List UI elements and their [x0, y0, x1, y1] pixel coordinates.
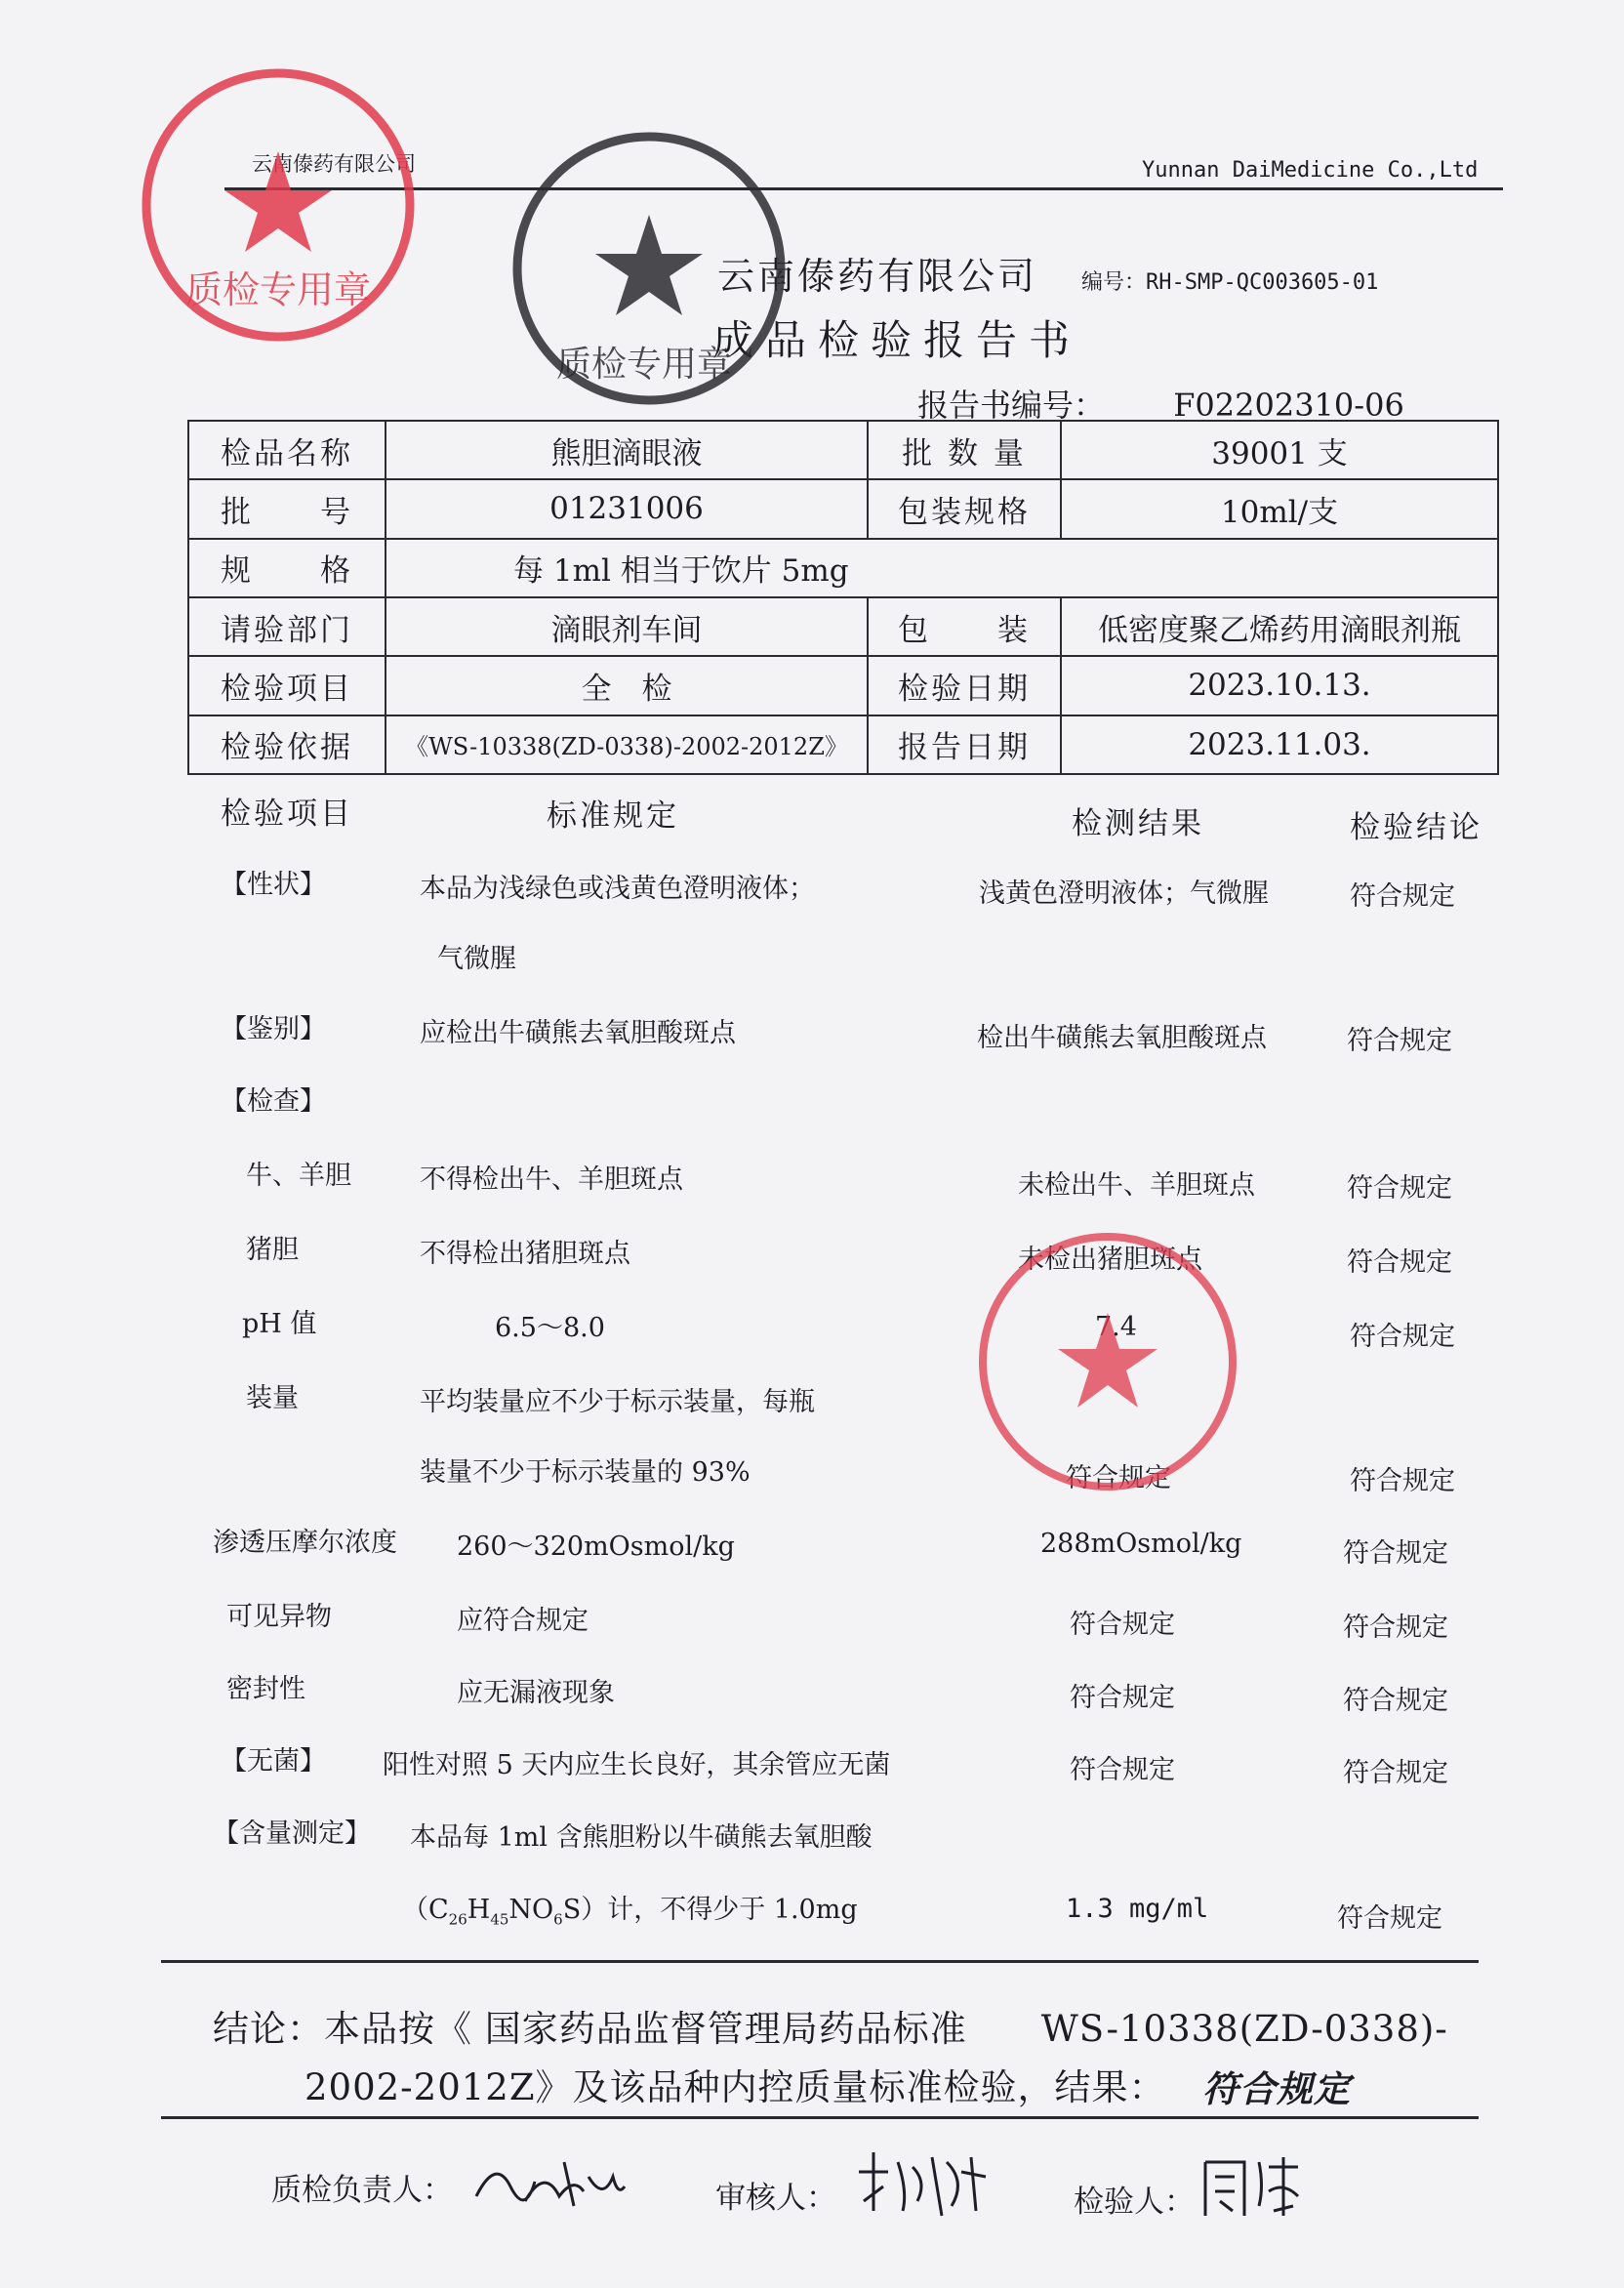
inspector-label: 检验人：: [1074, 2185, 1195, 2220]
conclusion-visible-particles: 符合规定: [1343, 1613, 1448, 1643]
standard-visible-particles: 应符合规定: [457, 1606, 589, 1636]
department: 滴眼剂车间: [386, 597, 868, 656]
item-inspection: 【检查】: [221, 1086, 326, 1117]
result-osmolality: 288mOsmol/kg: [1040, 1529, 1242, 1559]
company-name: 云南傣药有限公司: [717, 255, 1038, 298]
label-test-basis: 检验依据: [188, 715, 386, 774]
label-department: 请验部门: [188, 597, 386, 656]
standard-identification: 应检出牛磺熊去氧胆酸斑点: [420, 1018, 736, 1048]
conclusion-rule-bottom: [161, 2116, 1479, 2119]
label-packaging: 包 装: [868, 597, 1061, 656]
label-batch-quantity: 批 数 量: [868, 421, 1061, 479]
conclusion-pig-bile: 符合规定: [1347, 1247, 1452, 1278]
stamp-label: 质检专用章: [555, 345, 733, 385]
document-title: 成品检验报告书: [712, 316, 1082, 364]
result-fill-volume: 符合规定: [1066, 1463, 1171, 1493]
item-visible-particles: 可见异物: [226, 1602, 332, 1632]
label-report-date: 报告日期: [868, 715, 1061, 774]
reviewer-signature: [849, 2143, 995, 2230]
specification: 每 1ml 相当于饮片 5mg: [386, 539, 1498, 597]
qc-head-signature: [467, 2147, 632, 2226]
standard-appearance: 本品为浅绿色或浅黄色澄明液体；: [420, 874, 815, 904]
test-items: 全 检: [386, 656, 868, 715]
table-row: [188, 421, 1498, 479]
result-appearance: 浅黄色澄明液体；气微腥: [979, 878, 1269, 909]
batch-quantity: 39001 支: [1061, 421, 1498, 479]
item-pig-bile: 猪胆: [246, 1235, 299, 1265]
item-assay: 【含量测定】: [213, 1818, 371, 1849]
conclusion-ph: 符合规定: [1350, 1322, 1455, 1352]
inspector-signature: [1196, 2147, 1313, 2226]
result-cattle-sheep-bile: 未检出牛、羊胆斑点: [1018, 1170, 1255, 1201]
standard-seal: 应无漏液现象: [457, 1678, 615, 1708]
product-name: 熊胆滴眼液: [386, 421, 868, 479]
conclusion-osmolality: 符合规定: [1343, 1538, 1448, 1569]
label-package-spec: 包装规格: [868, 479, 1061, 538]
batch-no: 01231006: [386, 479, 868, 538]
red-stamp-top-left: [132, 59, 425, 351]
report-date: 2023.11.03.: [1061, 715, 1498, 774]
label-specification: 规 格: [188, 539, 386, 597]
conclusion-sterility: 符合规定: [1343, 1758, 1448, 1788]
formula-h: H: [467, 1895, 491, 1925]
document-number: 编号：RH-SMP-QC003605-01: [1081, 270, 1379, 295]
formula-no: NO: [508, 1895, 554, 1925]
results-header-conclusion: 检验结论: [1350, 810, 1482, 845]
item-cattle-sheep-bile: 牛、羊胆: [246, 1161, 351, 1191]
standard-sterility: 阳性对照 5 天内应生长良好，其余管应无菌: [383, 1750, 891, 1780]
test-basis: 《WS-10338(ZD-0338)-2002-2012Z》: [386, 715, 868, 774]
conclusion-appearance: 符合规定: [1350, 881, 1455, 912]
reviewer-label: 审核人：: [715, 2181, 836, 2216]
standard-ph: 6.5～8.0: [495, 1313, 605, 1343]
label-product-name: 检品名称: [188, 421, 386, 479]
test-date: 2023.10.13.: [1061, 656, 1498, 715]
result-seal: 符合规定: [1070, 1683, 1175, 1713]
item-seal: 密封性: [226, 1674, 305, 1704]
conclusion-line-1: 结论：本品按《 国家药品监督管理局药品标准 WS-10338(ZD-0338)-: [213, 2008, 1448, 2050]
black-stamp-top: [498, 117, 800, 420]
info-table: [187, 420, 1499, 775]
label-test-items: 检验项目: [188, 656, 386, 715]
label-batch-no: 批 号: [188, 479, 386, 538]
conclusion-result: 符合规定: [1202, 2067, 1351, 2110]
result-assay: 1.3 mg/ml: [1066, 1894, 1209, 1924]
conclusion-fill-volume: 符合规定: [1350, 1466, 1455, 1496]
results-header-standard: 标准规定: [547, 798, 679, 834]
package-spec: 10ml/支: [1061, 479, 1498, 538]
standard-assay-formula: [402, 1888, 858, 1928]
standard-assay: 本品每 1ml 含熊胆粉以牛磺熊去氧胆酸: [410, 1822, 873, 1853]
item-osmolality: 渗透压摩尔浓度: [213, 1528, 397, 1558]
conclusion-rule-top: [161, 1960, 1479, 1963]
item-appearance: 【性状】: [221, 870, 326, 900]
formula-c-count: 26: [448, 1910, 467, 1929]
standard-fill-volume-2: 装量不少于标示装量的 93%: [420, 1457, 751, 1488]
table-row: [188, 479, 1498, 538]
result-pig-bile: 未检出猪胆斑点: [1018, 1245, 1202, 1275]
table-row: [188, 597, 1498, 656]
result-identification: 检出牛磺熊去氧胆酸斑点: [977, 1023, 1267, 1053]
table-row: [188, 715, 1498, 774]
standard-osmolality: 260～320mOsmol/kg: [457, 1532, 735, 1562]
label-test-date: 检验日期: [868, 656, 1061, 715]
conclusion-seal: 符合规定: [1343, 1686, 1448, 1716]
result-visible-particles: 符合规定: [1070, 1610, 1175, 1640]
result-ph: 7.4: [1095, 1312, 1137, 1342]
item-sterility: 【无菌】: [221, 1746, 326, 1777]
header-company-cn: 云南傣药有限公司: [252, 152, 416, 176]
packaging: 低密度聚乙烯药用滴眼剂瓶: [1061, 597, 1498, 656]
report-number-label: 报告书编号：: [917, 387, 1106, 424]
conclusion-identification: 符合规定: [1347, 1026, 1452, 1056]
formula-h-count: 45: [490, 1910, 509, 1929]
qc-head-label: 质检负责人：: [271, 2173, 453, 2208]
report-number-value: F02202310-06: [1173, 387, 1404, 424]
conclusion-line-2: 2002-2012Z》及该品种内控质量标准检验，结果：: [304, 2066, 1166, 2108]
standard-fill-volume: 平均装量应不少于标示装量，每瓶: [420, 1387, 815, 1417]
results-header-item: 检验项目: [221, 797, 353, 832]
formula-rest: S）计，不得少于 1.0mg: [562, 1895, 858, 1925]
stamp-label: 质检专用章: [184, 268, 372, 311]
results-header-result: 检测结果: [1072, 806, 1204, 841]
conclusion-cattle-sheep-bile: 符合规定: [1347, 1173, 1452, 1204]
formula-o-count: 6: [553, 1910, 563, 1929]
table-row: [188, 539, 1498, 597]
formula-open: （C: [402, 1895, 449, 1925]
red-stamp-middle: [966, 1220, 1249, 1503]
item-identification: 【鉴别】: [221, 1014, 326, 1044]
standard-pig-bile: 不得检出猪胆斑点: [420, 1239, 630, 1269]
table-row: [188, 656, 1498, 715]
header-company-en: Yunnan DaiMedicine Co.,Ltd: [1142, 158, 1479, 183]
standard-appearance-2: 气微腥: [437, 944, 516, 974]
result-sterility: 符合规定: [1070, 1755, 1175, 1785]
item-ph: pH 值: [242, 1309, 317, 1339]
item-fill-volume: 装量: [246, 1383, 299, 1413]
conclusion-assay: 符合规定: [1337, 1903, 1442, 1934]
standard-cattle-sheep-bile: 不得检出牛、羊胆斑点: [420, 1164, 683, 1195]
